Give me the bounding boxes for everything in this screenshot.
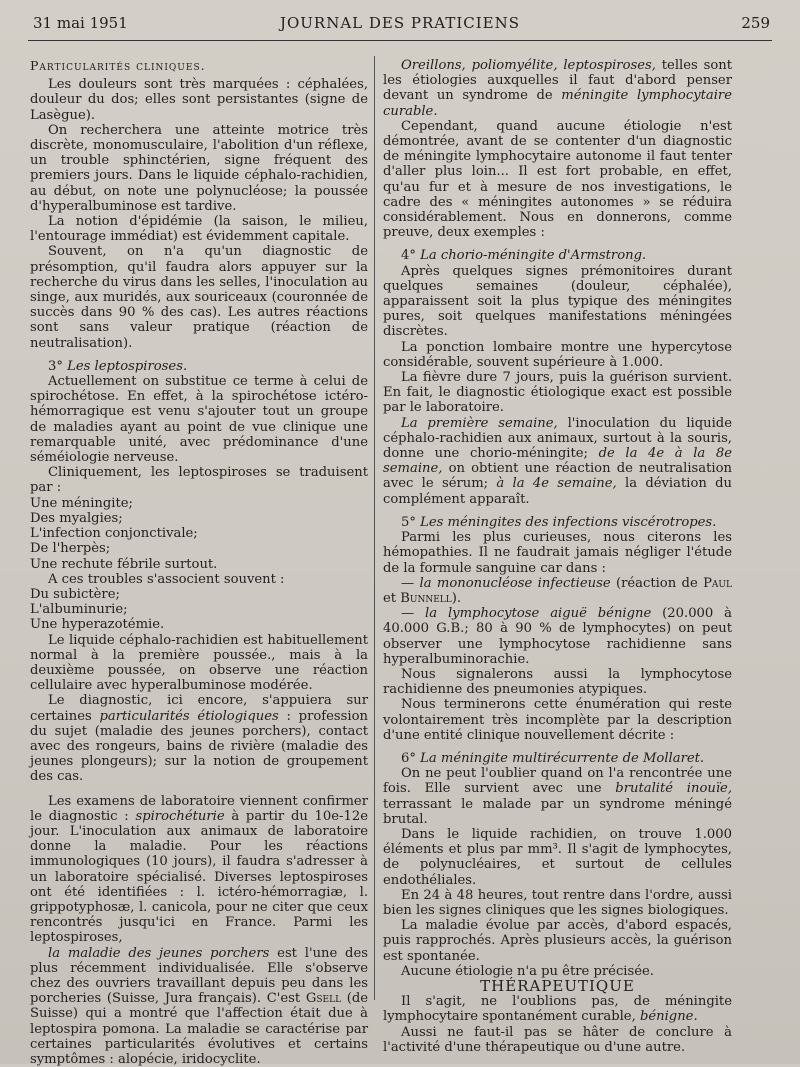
list-item: Une rechute fébrile surtout. [30, 556, 218, 572]
paragraph: — la mononucléose infectieuse (réaction de Paul et Bunnell). [383, 575, 732, 606]
list-item: L'albuminurie; [30, 602, 128, 618]
header-rule [28, 40, 772, 41]
subsection-heading-viscerotropes [383, 515, 732, 530]
list-item: De l'herpès; [30, 541, 111, 557]
section-heading-particularites: Particularités cliniques. [30, 58, 206, 73]
paragraph: Le diagnostic, ici encore, s'appuiera sur certaines particularités étiologiques : profession du sujet (maladie des jeunes porchers), contact avec des rongeurs, bains de rivière (maladie des jeunes plongeurs); sur la notion de groupement des cas. [30, 693, 368, 785]
subsection-title: Les méningites des infections viscérotropes. [420, 514, 717, 530]
paragraph: Il s'agit, ne l'oublions pas, de méningite lymphocytaire spontanément curable, bénigne. [383, 994, 732, 1025]
subsection-heading-mollaret [383, 751, 732, 766]
paragraph: Cliniquement, les leptospiroses se traduisent par : [30, 465, 368, 496]
subsection-number: 5° [401, 514, 416, 530]
paragraph: On ne peut l'oublier quand on l'a rencontrée une fois. Elle survient avec une brutalité inouïe, terrassant le malade par un syndrome méningé brutal. [383, 766, 733, 827]
paragraph: Le liquide céphalo-rachidien est habituellement normal à la première poussée., mais à la deuxième poussée, on observe une réaction cellulaire avec hyperalbuminose modérée. [30, 632, 368, 694]
paragraph: — la lymphocytose aiguë bénigne (20.000 à 40.000 G.B.; 80 à 90 % de lymphocytes) on peut observer une lymphocytose rachidienne sans hyperalbuminorachie. [383, 606, 732, 667]
list-item: Une méningite; [30, 495, 133, 511]
paragraph: Dans le liquide rachidien, on trouve 1.000 éléments et plus par mm³. Il s'agit de lymphocytes, de polynucléaires, et surtout de cellules endothéliales. [383, 826, 732, 888]
paragraph: Parmi les plus curieuses, nous citerons les hémopathies. Il ne faudrait jamais négliger l'étude de la formule sanguine car dans : [383, 530, 732, 576]
journal-title: JOURNAL DES PRATICIENS [279, 14, 521, 32]
subsection-heading-leptospiroses [30, 359, 368, 374]
left-column [30, 58, 368, 1067]
subsection-number: 3° [48, 358, 63, 374]
paragraph: Aucune étiologie n'a pu être précisée. [401, 963, 654, 979]
column-divider [374, 56, 375, 1000]
paragraph: Actuellement on substitue ce terme à celui de spirochétose. En effet, à la spirochétose ictéro-hémorragique est venu s'ajouter tout un groupe de maladies ayant au point de vue clinique une remarquable unité, avec prédominance d'une séméiologie nerveuse. [30, 374, 368, 466]
paragraph: Nous terminerons cette énumération qui reste volontairement très incomplète par la description d'une entité clinique nouvellement décrite : [383, 697, 732, 743]
paragraph: Après quelques signes prémonitoires durant quelques semaines (douleur, céphalée), apparaissent soit la plus typique des méningites pures, soit quelques manifestations méningées discrètes. [383, 263, 732, 340]
subsection-title: Les leptospiroses. [67, 358, 188, 374]
paragraph: On recherchera une atteinte motrice très discrète, monomusculaire, l'abolition d'un réflexe, un trouble sphinctérien, signe fréquent des premiers jours. Dans le liquide céphalo-rachidien, au début, on note une polynucléose; la poussée d'hyperalbuminose est tardive. [30, 122, 368, 214]
paragraph: Nous signalerons aussi la lymphocytose rachidienne des pneumonies atypiques. [383, 666, 732, 698]
paragraph: Les examens de laboratoire viennent confirmer le diagnostic : spirochéturie à partir du 10e-12e jour. L'inoculation aux animaux de laboratoire donne la maladie. Pour les réactions immunologiques (10 jours), il faudra s'adresser à un laboratoire spécialisé. Diverses leptospiroses ont été identifiées : l. ictéro-hémorragiæ, l. grippotyphosæ, l. canicola, pour ne citer que ceux rencontrés jusqu'ici en France. Parmi les leptospiroses, [30, 793, 368, 946]
paragraph: En 24 à 48 heures, tout rentre dans l'ordre, aussi bien les signes cliniques que les signes biologiques. [383, 887, 732, 918]
section-title-therapeutique: THÉRAPEUTIQUE [480, 976, 635, 995]
paragraph: Oreillons, poliomyélite, leptospiroses, telles sont les étiologies auxquelles il faut d'abord penser devant un syndrome de méningite lymphocytaire curable. [383, 58, 732, 119]
subsection-number: 6° [401, 750, 416, 766]
paragraph: Cependant, quand aucune étiologie n'est démontrée, avant de se contenter d'un diagnostic de méningite lymphocytaire autonome il faut tenter d'aller plus loin... Il est fort probable, en effet, qu'au fur et à mesure de nos investigations, le cadre des « méningites autonomes » se réduira considérablement. Nous en donnerons, comme preuve, deux exemples : [383, 118, 732, 241]
paragraph: La première semaine, l'inoculation du liquide céphalo-rachidien aux animaux, surtout à la souris, donne une chorio-méningite; de la 4e à la 8e semaine, on obtient une réaction de neutralisation avec le sérum; à la 4e semaine, la déviation du complément apparaît. [383, 415, 732, 507]
paragraph: La fièvre dure 7 jours, puis la guérison survient. En fait, le diagnostic étiologique exact est possible par le laboratoire. [383, 370, 732, 416]
paragraph: la maladie des jeunes porchers est l'une des plus récemment individualisée. Elle s'observe chez des ouvriers travaillant depuis peu dans les porcheries (Suisse, Jura français). C'est Gsell (de Suisse) qui a montré que l'affection était due à leptospira pomona. La maladie se caractérise par certaines particularités évolutives et certains symptômes : alopécie, iridocyclite. [30, 945, 369, 1067]
subsection-number: 4° [401, 248, 416, 264]
running-header [0, 12, 800, 42]
paragraph: La maladie évolue par accès, d'abord espacés, puis rapprochés. Après plusieurs accès, la guérison est spontanée. [383, 918, 732, 964]
paragraph: La ponction lombaire montre une hypercytose considérable, souvent supérieure à 1.000. [383, 339, 732, 370]
subsection-heading-armstrong [383, 248, 732, 263]
paragraph: Aussi ne faut-il pas se hâter de conclure à l'activité d'une thérapeutique ou d'une autre. [383, 1024, 732, 1055]
list-item: L'infection conjonctivale; [30, 526, 198, 542]
subsection-title: La méningite multirécurrente de Mollaret. [420, 750, 705, 766]
page-number: 259 [741, 14, 770, 32]
right-column [383, 58, 732, 1055]
paragraph: La notion d'épidémie (la saison, le milieu, l'entourage immédiat) est évidemment capitale. [30, 214, 368, 245]
subsection-title: La chorio-méningite d'Armstrong. [420, 248, 647, 264]
list-item: Une hyperazotémie. [30, 617, 165, 633]
list-item: Des myalgies; [30, 510, 123, 526]
paragraph: A ces troubles s'associent souvent : [48, 571, 285, 587]
issue-date: 31 mai 1951 [33, 14, 128, 32]
paragraph: Souvent, on n'a qu'un diagnostic de présomption, qu'il faudra alors appuyer sur la recherche du virus dans les selles, l'inoculation au singe, aux muridés, aux souriceaux (couronnée de succès dans 90 % des cas). Les autres réactions sont sans valeur pratique (réaction de neutralisation). [30, 244, 368, 351]
list-item: Du subictère; [30, 586, 120, 602]
paragraph: Les douleurs sont très marquées : céphalées, douleur du dos; elles sont persistantes (signe de Lasègue). [30, 77, 368, 123]
